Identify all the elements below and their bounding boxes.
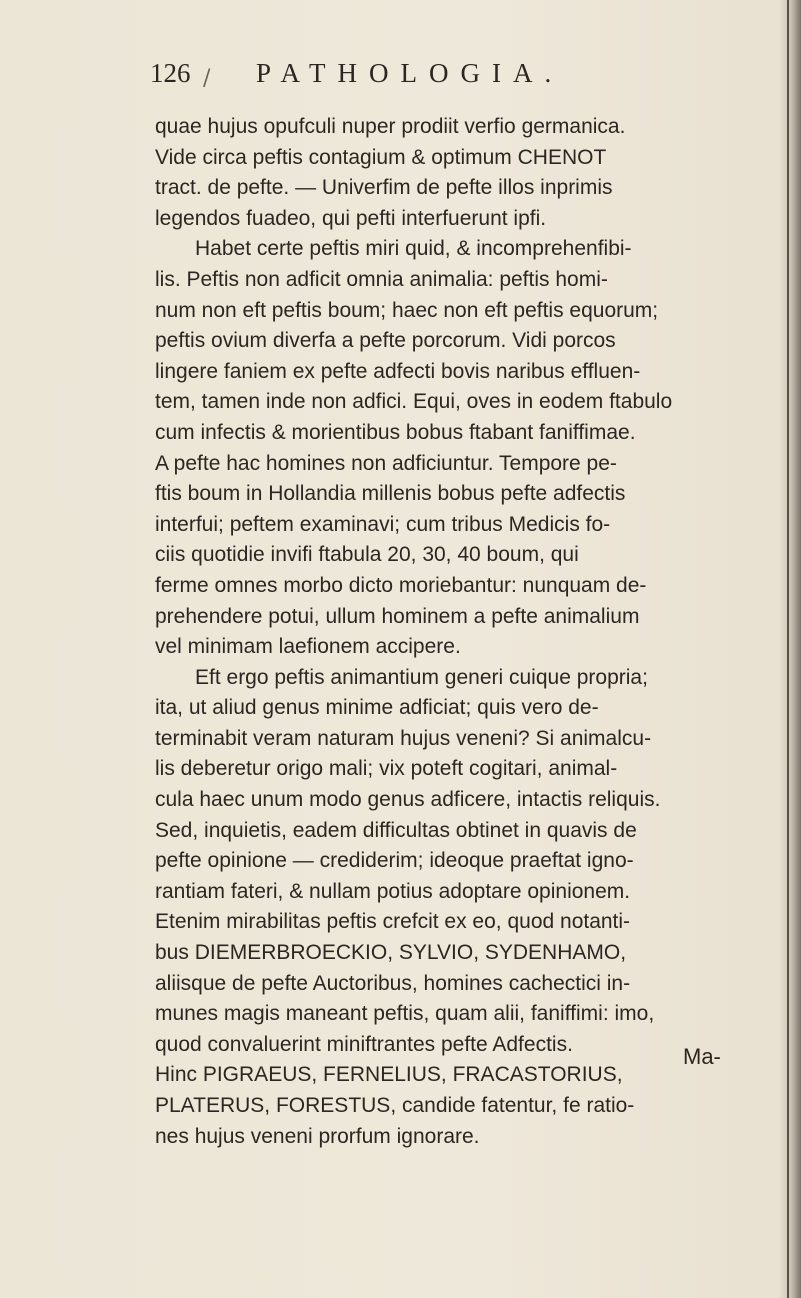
text-line: Habet certe peftis miri quid, & incomprehenfibi- xyxy=(195,237,632,261)
text-line: peftis ovium diverfa a pefte porcorum. Vidi porcos xyxy=(155,329,616,353)
page-header xyxy=(150,58,750,98)
text-line: vel minimam laefionem accipere. xyxy=(155,635,461,659)
text-line: interfui; peftem examinavi; cum tribus Medicis fo- xyxy=(155,512,611,536)
text-line: quae hujus opufculi nuper prodiit verfio germanica. xyxy=(155,115,626,138)
text-line: tract. de pefte. — Univerfim de pefte illos inprimis xyxy=(155,176,613,200)
text-line: rantiam fateri, & nullam potius adoptare opinionem. xyxy=(155,879,631,903)
page-edge-shadow xyxy=(779,0,801,1298)
text-line: bus DIEMERBROECKIO, SYLVIO, SYDENHAMO, xyxy=(155,941,627,965)
text-line: ciis quotidie invifi ftabula 20, 30, 40 boum, qui xyxy=(155,543,579,567)
text-line: legendos fuadeo, qui pefti interfuerunt ipfi. xyxy=(155,206,547,230)
text-line: tem, tamen inde non adfici. Equi, oves in eodem ftabulo xyxy=(155,390,673,414)
text-line: prehendere potui, ullum hominem a pefte animalium xyxy=(155,604,640,628)
page-number: 126 xyxy=(150,58,191,88)
text-line: quod convaluerint miniftrantes pefte Adfectis. xyxy=(155,1032,573,1056)
text-line: A pefte hac homines non adficiuntur. Tempore pe- xyxy=(155,451,617,475)
text-line: ita, ut aliud genus minime adficiat; quis vero de- xyxy=(155,696,599,720)
header-mark: / xyxy=(203,66,211,91)
page-edge xyxy=(787,0,789,1298)
text-line: PLATERUS, FORESTUS, candide fatentur, fe ratio- xyxy=(155,1094,635,1117)
body-text xyxy=(155,112,765,1152)
text-line: cula haec unum modo genus adficere, intactis reliquis. xyxy=(155,788,661,812)
text-line: pefte opinione — crediderim; ideoque praeftat igno- xyxy=(155,849,634,873)
text-line: lingere faniem ex pefte adfecti bovis naribus effluen- xyxy=(155,359,641,383)
text-line: num non eft peftis boum; haec non eft peftis equorum; xyxy=(155,298,659,322)
text-line: munes magis maneant peftis, quam alii, faniffimi: imo, xyxy=(155,1002,655,1026)
text-line: Hinc PIGRAEUS, FERNELIUS, FRACASTORIUS, xyxy=(155,1063,623,1087)
text-line: cum infectis & morientibus bobus ftabant faniffimae. xyxy=(155,420,636,444)
text-line: lis. Peftis non adficit omnia animalia: peftis homi- xyxy=(155,267,608,291)
catchword: Ma- xyxy=(683,1044,721,1069)
text-line: Etenim mirabilitas peftis crefcit ex eo, quod notanti- xyxy=(155,910,631,934)
text-line: Eft ergo peftis animantium generi cuique propria; xyxy=(195,665,648,689)
text-line: terminabit veram naturam hujus veneni? Si animalcu- xyxy=(155,726,652,750)
text-line: lis deberetur origo mali; vix poteft cogitari, animal- xyxy=(155,757,618,781)
text-line: aliisque de pefte Auctoribus, homines cachectici in- xyxy=(155,971,631,995)
text-line: Sed, inquietis, eadem difficultas obtinet in quavis de xyxy=(155,818,637,842)
text-line: ftis boum in Hollandia millenis bobus pefte adfectis xyxy=(155,482,626,506)
text-line: ferme omnes morbo dicto moriebantur: nunquam de- xyxy=(155,573,647,597)
running-title: PATHOLOGIA. xyxy=(256,58,564,88)
text-line: nes hujus veneni prorfum ignorare. xyxy=(155,1124,480,1148)
text-line: Vide circa peftis contagium & optimum CHENOT xyxy=(155,145,607,169)
